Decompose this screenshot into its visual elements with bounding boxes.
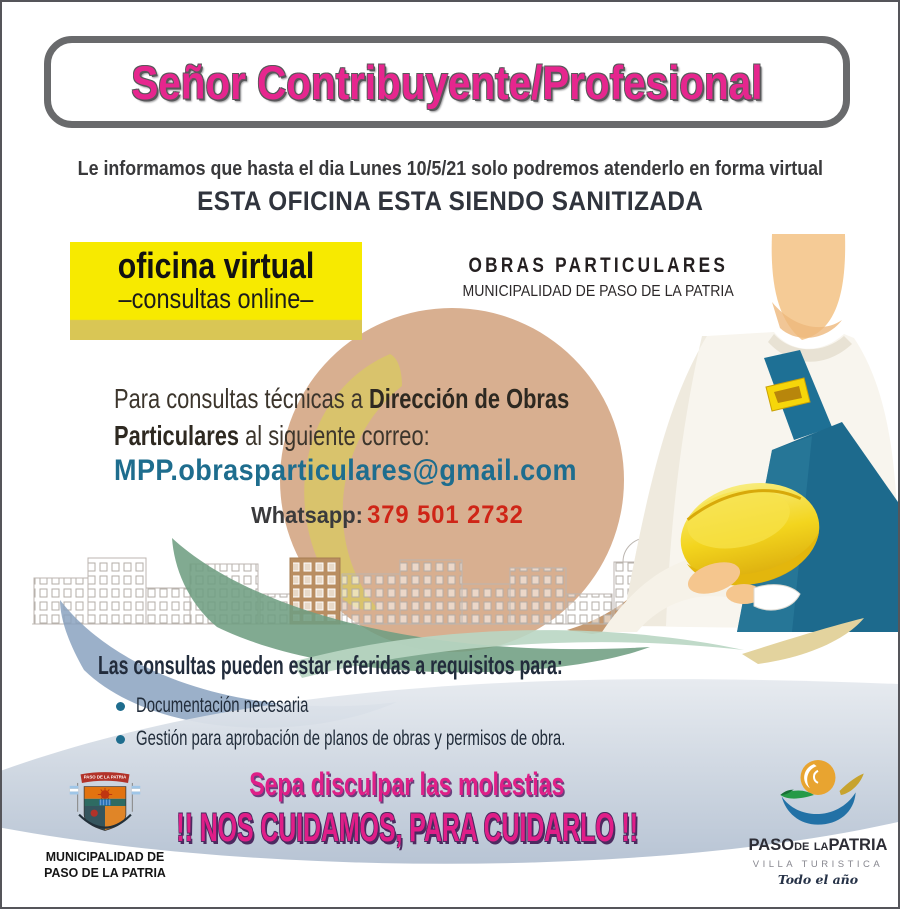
contact-text: Para consultas técnicas a bbox=[114, 383, 369, 414]
consultas-intro: Las consultas pueden estar referidas a requisitos para: bbox=[98, 650, 563, 680]
tourism-logo-icon bbox=[757, 756, 879, 830]
municipality-crest-icon bbox=[57, 770, 153, 842]
notice-line-2: ESTA OFICINA ESTA SIENDO SANITIZADA bbox=[196, 186, 704, 216]
tourism-name: PASODE LAPATRIA bbox=[748, 836, 888, 854]
municipality-logo bbox=[40, 770, 170, 881]
care-slogan: !! NOS CUIDAMOS, PARA CUIDARLO !! bbox=[176, 806, 638, 850]
apology-text: Sepa disculpar las molestias bbox=[249, 766, 565, 802]
yellow-wave-icon bbox=[840, 773, 864, 795]
contact-department-bold-2: Particulares bbox=[114, 420, 240, 451]
whatsapp-line bbox=[152, 501, 622, 530]
bullet-icon bbox=[116, 735, 125, 744]
tourism-tagline: Todo el año bbox=[777, 872, 859, 887]
page-title: Señor Contribuyente/Profesional bbox=[131, 55, 763, 109]
crest-banner-text: PASO DE LA PATRIA bbox=[83, 774, 127, 780]
department-title: OBRAS PARTICULARES bbox=[468, 254, 729, 277]
tourism-logo bbox=[748, 756, 888, 887]
list-item: Documentación necesaria bbox=[116, 694, 741, 718]
virtual-office-banner bbox=[70, 242, 362, 340]
municipality-caption-line2: PASO DE LA PATRIA bbox=[44, 865, 166, 880]
contact-text-2: al siguiente correo: bbox=[239, 420, 430, 451]
consultas-list bbox=[116, 694, 741, 760]
contact-paragraph bbox=[114, 380, 698, 454]
virtual-office-title: oficina virtual bbox=[117, 245, 315, 286]
contact-email: MPP.obrasparticulares@gmail.com bbox=[114, 454, 577, 487]
whatsapp-label: Whatsapp: bbox=[250, 502, 363, 528]
list-item: Gestión para aprobación de planos de obras y permisos de obra. bbox=[116, 727, 741, 751]
municipality-caption bbox=[43, 849, 167, 881]
municipality-caption-line1: MUNICIPALIDAD DE bbox=[45, 849, 165, 864]
sun-icon bbox=[801, 760, 836, 795]
whatsapp-number: 379 501 2732 bbox=[366, 501, 524, 529]
contact-department-bold: Dirección de Obras bbox=[368, 383, 570, 414]
header-banner bbox=[44, 36, 850, 128]
notice-line-1: Le informamos que hasta el dia Lunes 10/5/21 solo podremos atenderlo en forma virtual bbox=[77, 157, 823, 180]
bullet-icon bbox=[116, 702, 125, 711]
municipality-name: MUNICIPALIDAD DE PASO DE LA PATRIA bbox=[462, 283, 734, 300]
virtual-office-subtitle: –consultas online– bbox=[118, 283, 314, 314]
department-block bbox=[440, 254, 756, 301]
tourism-subtitle: VILLA TURISTICA bbox=[752, 859, 884, 870]
